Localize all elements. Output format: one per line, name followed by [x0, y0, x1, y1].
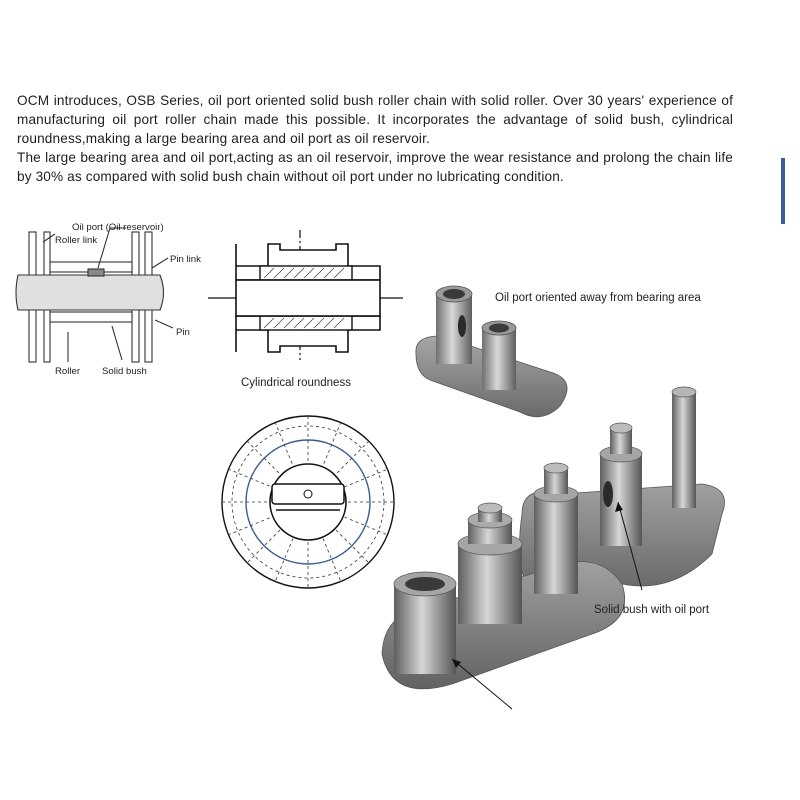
label-roller: Roller — [55, 366, 81, 377]
chain-assembly-illustration — [372, 384, 762, 714]
label-oil-port: Oil port (Oil reservoir) — [72, 222, 164, 233]
intro-paragraph-1: OCM introduces, OSB Series, oil port oriented solid bush roller chain with solid roller. Over 30 years' experience of manufacturing oil port roller chain made this possible. It incorporates the advantage of solid bush, cylindrical roundness,making a large bearing area and oil port as oil reservoir. — [17, 93, 733, 146]
label-solid-bush: Solid bush — [102, 366, 147, 377]
label-pin: Pin — [176, 327, 190, 338]
intro-text — [17, 91, 733, 186]
label-cylindrical-roundness: Cylindrical roundness — [241, 377, 351, 389]
label-oil-port-oriented: Oil port oriented away from bearing area — [495, 292, 701, 304]
roundness-circle-diagram — [218, 412, 398, 592]
chain-structure-diagram — [10, 220, 220, 380]
cylindrical-section-diagram — [208, 230, 408, 370]
label-roller-link: Roller link — [55, 235, 98, 246]
side-accent-bar — [781, 158, 785, 224]
intro-paragraph-2: The large bearing area and oil port,acting as an oil reservoir, improve the wear resistance and prolong the chain life by 30% as compared with solid bush chain without oil port under no lubricating condition. — [17, 150, 733, 184]
label-solid-bush-with-oil-port: Solid bush with oil port — [594, 604, 710, 616]
label-pin-link: Pin link — [170, 254, 201, 265]
